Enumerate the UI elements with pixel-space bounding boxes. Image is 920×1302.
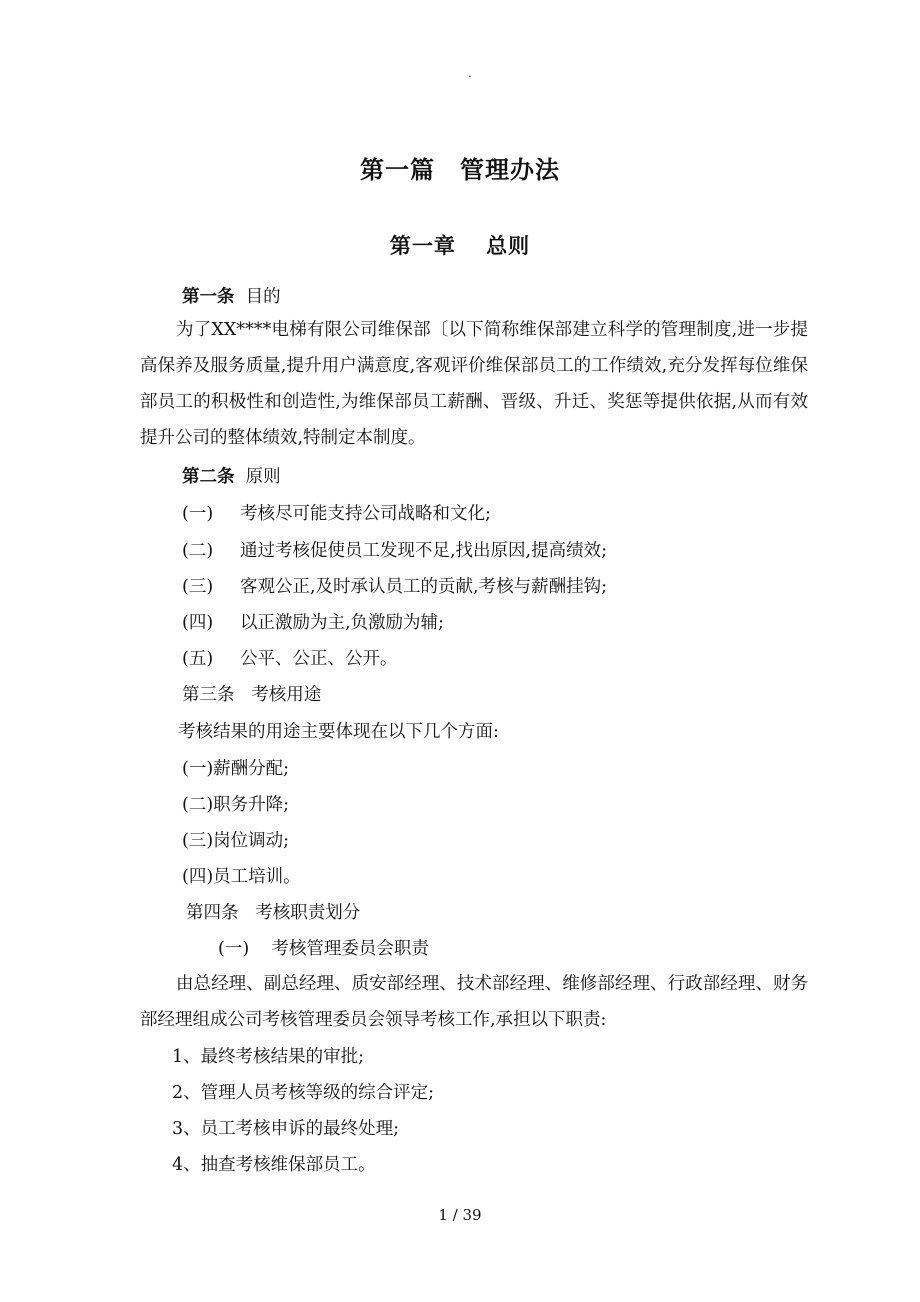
usage-item: (一)薪酬分配;: [182, 759, 290, 779]
article-4-heading: 第四条 考核职责划分: [186, 903, 361, 923]
article-1-paragraph: 为了XX****电梯有限公司维保部〔以下简称维保部建立科学的管理制度,进一步提高保养及服务质量,提升用户满意度,客观评价维保部员工的工作绩效,充分发挥每位维保部员工的积极性和创造性,为维保部员工薪酬、晋级、升迁、奖惩等提供依据,从而有效提升公司的整体绩效,特制定本制度。: [140, 320, 808, 448]
article-1-heading: [182, 286, 281, 308]
duty-item: 3、员工考核申诉的最终处理;: [172, 1119, 400, 1139]
chapter-title: 第一章 总则: [389, 233, 531, 258]
principle-item: (三) 客观公正,及时承认员工的贡献,考核与薪酬挂钩;: [182, 577, 608, 597]
article-1-number: 第一条: [182, 287, 235, 307]
duty-item: 2、管理人员考核等级的综合评定;: [172, 1083, 435, 1103]
header-dot: .: [468, 66, 472, 80]
duty-item: 4、抽查考核维保部员工。: [172, 1155, 376, 1175]
article-2-heading: [182, 466, 281, 488]
principle-item: (一) 考核尽可能支持公司战略和文化;: [182, 504, 491, 524]
usage-item: (四)员工培训。: [182, 867, 301, 887]
article-2-number: 第二条: [182, 467, 235, 487]
article-1-title: 目的: [245, 287, 281, 307]
article-2-title: 原则: [245, 467, 281, 487]
section-1-paragraph: 由总经理、副总经理、质安部经理、技术部经理、维修部经理、行政部经理、财务部经理组成公司考核管理委员会领导考核工作,承担以下职责:: [140, 974, 808, 1030]
principle-item: (四) 以正激励为主,负激励为辅;: [182, 613, 444, 633]
section-1-heading: (一) 考核管理委员会职责: [218, 939, 429, 959]
principle-item: (二) 通过考核促使员工发现不足,找出原因,提高绩效;: [182, 541, 608, 561]
usage-item: (三)岗位调动;: [182, 831, 290, 851]
part-title: 第一篇 管理办法: [360, 155, 560, 184]
usage-item: (二)职务升降;: [182, 795, 290, 815]
article-3-intro: 考核结果的用途主要体现在以下几个方面:: [178, 722, 499, 742]
article-3-heading: 第三条 考核用途: [182, 685, 322, 705]
page-number: 1 / 39: [438, 1206, 482, 1224]
duty-item: 1、最终考核结果的审批;: [172, 1047, 365, 1067]
principle-item: (五) 公平、公正、公开。: [182, 649, 398, 669]
